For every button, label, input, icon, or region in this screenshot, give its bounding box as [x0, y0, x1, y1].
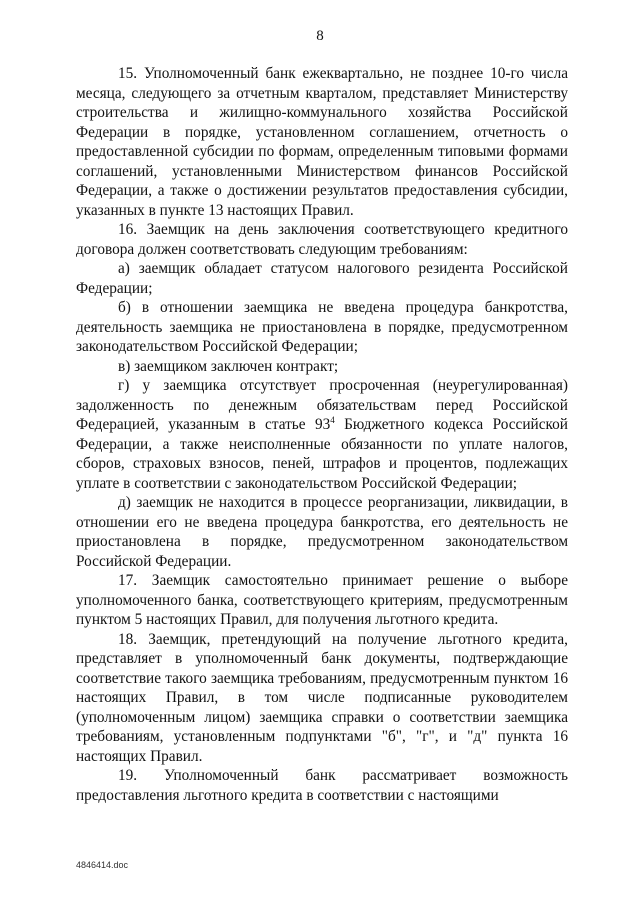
paragraph-15: 15. Уполномоченный банк ежеквартально, не позднее 10-го числа месяца, следующего за отчетным кварталом, представляет Министерству строительства и жилищно-коммунального хозяйства Российской Федерации в порядке, установленном соглашением, отчетность о предоставленной субсидии по формам, определенным типовыми формами соглашений, установленными Министерством финансов Российской Федерации, а также о достижении результатов предоставления субсидии, указанных в пункте 13 настоящих Правил.: [76, 65, 568, 219]
paragraph-16-b: б) в отношении заемщика не введена процедура банкротства, деятельность заемщика не приостановлена в порядке, предусмотренном законодательством Российской Федерации;: [76, 299, 568, 355]
paragraph-16: 16. Заемщик на день заключения соответствующего кредитного договора должен соответствовать следующим требованиям:: [76, 221, 568, 258]
paragraph-16-d: д) заемщик не находится в процессе реорганизации, ликвидации, в отношении его не введена процедура банкротства, его деятельность не приостановлена в порядке, предусмотренном законодательством Российской Федерации.: [76, 494, 568, 570]
paragraph-16-g-text-start: г) у заемщика отсутствует просроченная (неурегулированная) задолженность по денежным обязательствам перед Российской Федерацией, указанным в статье 93: [76, 377, 568, 433]
paragraph-18: 18. Заемщик, претендующий на получение льготного кредита, представляет в уполномоченный банк документы, подтверждающие соответствие такого заемщика требованиям, предусмотренным пунктом 16 настоящих Правил, в том числе подписанные руководителем (уполномоченным лицом) заемщика справки о соответствии заемщика требованиям, установленным подпунктами "б", "г", и "д" пункта 16 настоящих Правил.: [76, 630, 568, 765]
paragraph-16-g-text-end: Бюджетного кодекса Российской Федерации, а также неисполненные обязанности по уплате налогов, сборов, страховых взносов, пеней, штрафов и процентов, подлежащих уплате в соответствии с законодательством Российской Федерации;: [76, 416, 568, 492]
paragraph-16-g: [76, 376, 568, 493]
paragraph-19: 19. Уполномоченный банк рассматривает возможность предоставления льготного кредита в соответствии с настоящими: [76, 767, 568, 804]
footer-filename: 4846414.doc: [76, 860, 129, 870]
superscript-index: 4: [330, 414, 335, 425]
page-number: 8: [316, 28, 324, 44]
paragraph-16-a: а) заемщик обладает статусом налогового резидента Российской Федерации;: [76, 260, 568, 297]
paragraph-17: 17. Заемщик самостоятельно принимает решение о выборе уполномоченного банка, соответствующего критериям, предусмотренным пунктом 5 настоящих Правил, для получения льготного кредита.: [76, 572, 568, 628]
paragraph-16-v: в) заемщиком заключен контракт;: [118, 357, 339, 375]
document-body: [76, 64, 568, 805]
